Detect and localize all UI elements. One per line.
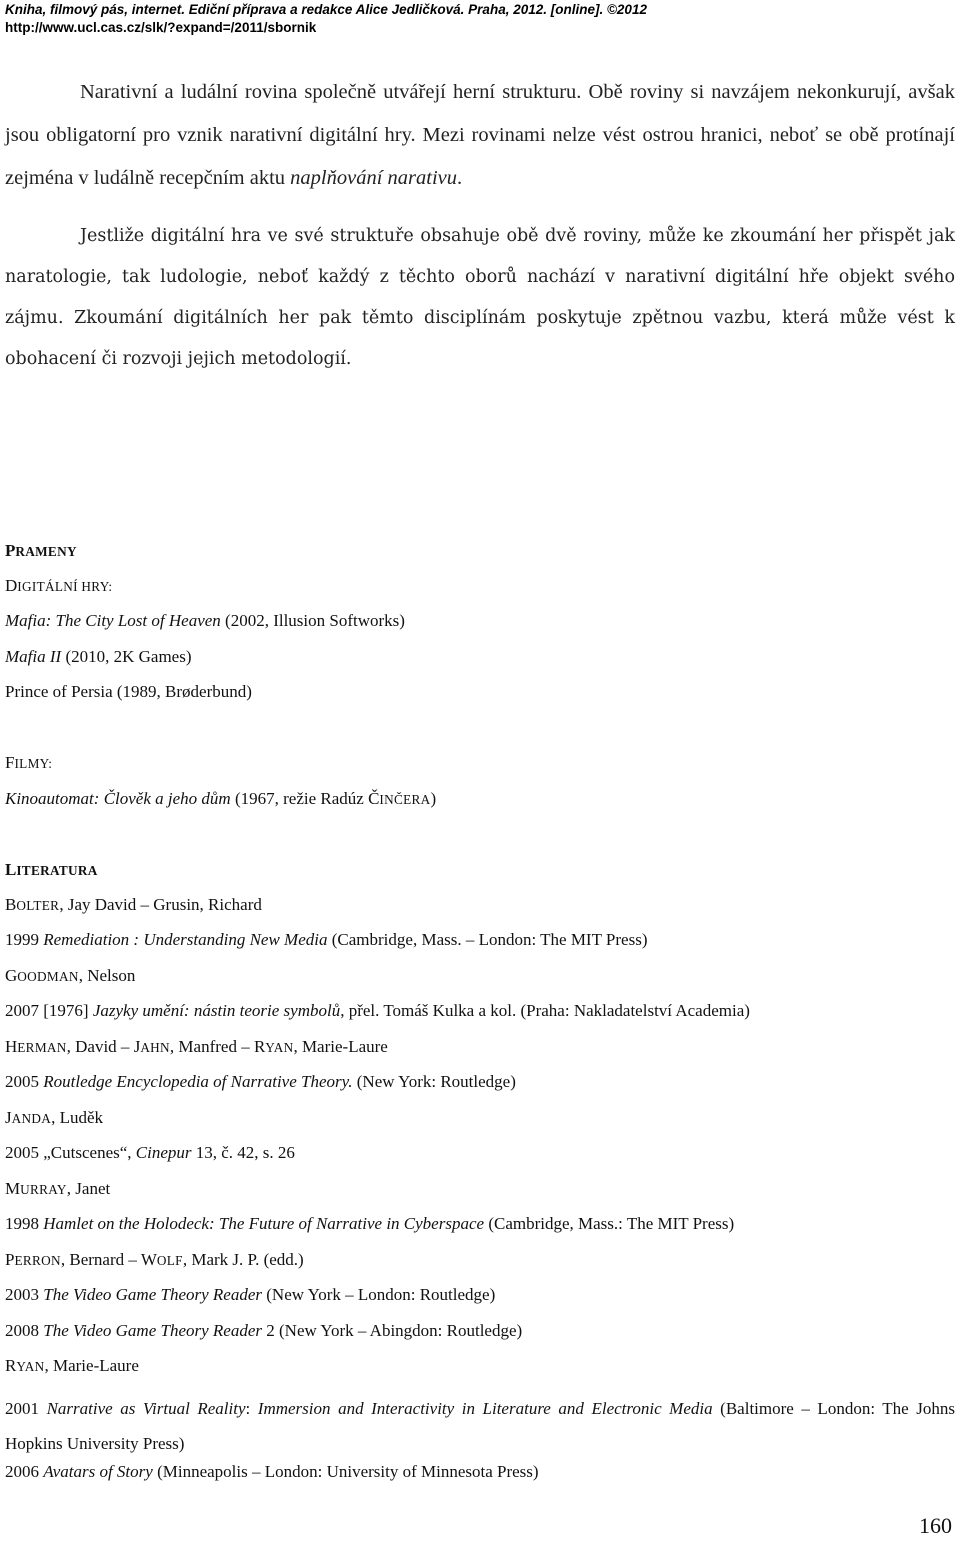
work-title: Hamlet on the Holodeck: The Future of Narrative in Cyberspace: [43, 1214, 485, 1233]
work-year: 2005: [5, 1072, 44, 1091]
author-rest: , David –: [66, 1037, 134, 1056]
work-title: Remediation : Understanding New Media: [43, 930, 328, 949]
author-cap: G: [5, 966, 18, 985]
sources-heading-rest: RAMENY: [15, 544, 77, 559]
film-entry: [5, 789, 436, 809]
work-title: Jazyky umění: nástin teorie symbolů: [92, 1001, 341, 1020]
game-entry: [5, 611, 405, 631]
bib-work: [5, 1072, 516, 1092]
work-subtitle: Immersion and Interactivity in Literature and Electronic Media: [257, 1399, 713, 1418]
work-year: 2001: [5, 1399, 47, 1418]
games-subheading: [5, 576, 112, 596]
author-cap: B: [5, 895, 17, 914]
work-year: 2007 [1976]: [5, 1001, 93, 1020]
author-surname: ERMAN: [17, 1040, 67, 1055]
bib-author: [5, 1356, 139, 1376]
author-surname: OODMAN: [17, 969, 79, 984]
game-details: Prince of Persia (1989, Brøderbund): [5, 682, 252, 701]
films-subheading-rest: ILMY:: [14, 756, 53, 771]
author-cap: H: [5, 1037, 18, 1056]
author-rest: , Nelson: [78, 966, 136, 985]
work-publisher: (New York: Routledge): [352, 1072, 516, 1091]
film-details-end: ): [430, 789, 437, 808]
running-header-citation: Kniha, filmový pás, internet. Ediční příprava a redakce Alice Jedličková. Praha, 2012. [online]. ©2012: [5, 2, 647, 17]
film-surname-cap: Č: [368, 789, 380, 808]
author-cap: M: [5, 1179, 21, 1198]
work-year: 2003: [5, 1285, 44, 1304]
author-cap: J: [5, 1108, 12, 1127]
work-year: 1998: [5, 1214, 44, 1233]
paragraph-1: [5, 71, 955, 200]
bib-author: [5, 1250, 304, 1270]
work-publisher: (Cambridge, Mass. – London: The MIT Press): [327, 930, 648, 949]
work-title: The Video Game Theory Reader: [43, 1285, 262, 1304]
film-title: Kinoautomat: Člověk a jeho dům: [5, 789, 231, 808]
bib-work: [5, 1143, 295, 1163]
literature-heading-cap: L: [5, 860, 17, 879]
bib-work: [5, 1462, 539, 1482]
work-title: Avatars of Story: [43, 1462, 153, 1481]
films-subheading: [5, 753, 52, 773]
bib-work: [5, 1285, 495, 1305]
author-cap: R: [5, 1356, 17, 1375]
paragraph-1-text: Narativní a ludální rovina společně utvářejí herní strukturu. Obě roviny si navzájem nekonkurují, avšak jsou obligatorní pro vznik narativní digitální hry. Mezi rovinami nelze vést ostrou hranici, neboť se obě protínají zejména v ludálně recepčním aktu: [5, 81, 955, 189]
bib-author: [5, 1179, 110, 1199]
author-cap: W: [140, 1250, 157, 1269]
work-year: 2006: [5, 1462, 44, 1481]
author-rest: , Janet: [66, 1179, 111, 1198]
game-entry: [5, 682, 252, 702]
film-surname-rest: INČERA: [379, 792, 431, 807]
games-subheading-cap: D: [5, 576, 18, 595]
bib-work: [5, 1391, 955, 1461]
work-year: 2005 „Cutscenes“,: [5, 1143, 136, 1162]
bib-author: [5, 1108, 103, 1128]
page-number: 160: [919, 1513, 952, 1538]
work-publisher: (Cambridge, Mass.: The MIT Press): [484, 1214, 735, 1233]
game-details: (2010, 2K Games): [61, 647, 192, 666]
author-surname: ERRON: [14, 1253, 61, 1268]
game-details: (2002, Illusion Softworks): [220, 611, 405, 630]
bib-work: [5, 930, 647, 950]
work-year: 1999: [5, 930, 44, 949]
game-title: Mafia II: [5, 647, 62, 666]
bib-author: [5, 1037, 388, 1057]
work-publisher: 13, č. 42, s. 26: [191, 1143, 295, 1162]
author-surname: YAN: [16, 1359, 45, 1374]
author-surname: OLTER: [16, 898, 60, 913]
author-surname: ANDA: [11, 1111, 52, 1126]
author-rest: , Marie-Laure: [293, 1037, 388, 1056]
author-surname: URRAY: [20, 1182, 67, 1197]
paragraph-2: Jestliže digitální hra ve své struktuře obsahuje obě dvě roviny, může ke zkoumání her přispět jak naratologie, tak ludologie, neboť každý z těchto oborů nachází v narativní digitální hře objekt svého zájmu. Zkoumání digitálních her pak těmto disciplínám poskytuje zpětnou vazbu, která může vést k obohacení či rozvoji jejich metodologií.: [5, 226, 955, 369]
work-title: The Video Game Theory Reader: [43, 1321, 262, 1340]
sources-heading: [5, 541, 77, 561]
bib-work: [5, 1214, 734, 1234]
paragraph-1-end: .: [457, 167, 463, 189]
work-publisher: (Baltimore – London: The Johns Hopkins University Press): [5, 1399, 956, 1453]
games-subheading-rest: IGITÁLNÍ HRY:: [17, 579, 113, 594]
running-header-url: http://www.ucl.cas.cz/slk/?expand=/2011/sbornik: [5, 20, 317, 35]
work-publisher: , přel. Tomáš Kulka a kol. (Praha: Nakladatelství Academia): [340, 1001, 750, 1020]
work-publisher: (New York – London: Routledge): [262, 1285, 496, 1304]
paragraph-1-italic: naplňování narativu: [290, 167, 458, 189]
film-details: (1967, režie Radúz: [230, 789, 369, 808]
author-rest: , Luděk: [51, 1108, 104, 1127]
sources-heading-cap: P: [5, 541, 16, 560]
films-subheading-cap: F: [5, 753, 15, 772]
author-surname: OLF: [156, 1253, 183, 1268]
author-surname: YAN: [265, 1040, 294, 1055]
author-rest: , Mark J. P. (edd.): [182, 1250, 304, 1269]
literature-heading-rest: ITERATURA: [16, 863, 98, 878]
author-cap: J: [133, 1037, 141, 1056]
work-title: Narrative as Virtual Reality: [46, 1399, 246, 1418]
author-rest: , Bernard –: [60, 1250, 141, 1269]
work-publisher: (Minneapolis – London: University of Minnesota Press): [152, 1462, 539, 1481]
work-year: 2008: [5, 1321, 44, 1340]
author-cap: P: [5, 1250, 15, 1269]
author-surname: AHN: [140, 1040, 170, 1055]
bib-work: [5, 1321, 522, 1341]
work-publisher: 2 (New York – Abingdon: Routledge): [262, 1321, 523, 1340]
author-cap: R: [253, 1037, 266, 1056]
work-title: Routledge Encyclopedia of Narrative Theory.: [43, 1072, 353, 1091]
game-entry: [5, 647, 192, 667]
bib-author: [5, 966, 135, 986]
game-title: Mafia: The City Lost of Heaven: [5, 611, 221, 630]
author-rest: , Manfred –: [169, 1037, 254, 1056]
bib-author: [5, 895, 262, 915]
author-rest: , Jay David – Grusin, Richard: [59, 895, 262, 914]
bib-work: [5, 1001, 750, 1021]
author-rest: , Marie-Laure: [44, 1356, 139, 1375]
literature-heading: [5, 860, 98, 880]
work-separator: :: [245, 1399, 258, 1418]
work-title: Cinepur: [135, 1143, 192, 1162]
